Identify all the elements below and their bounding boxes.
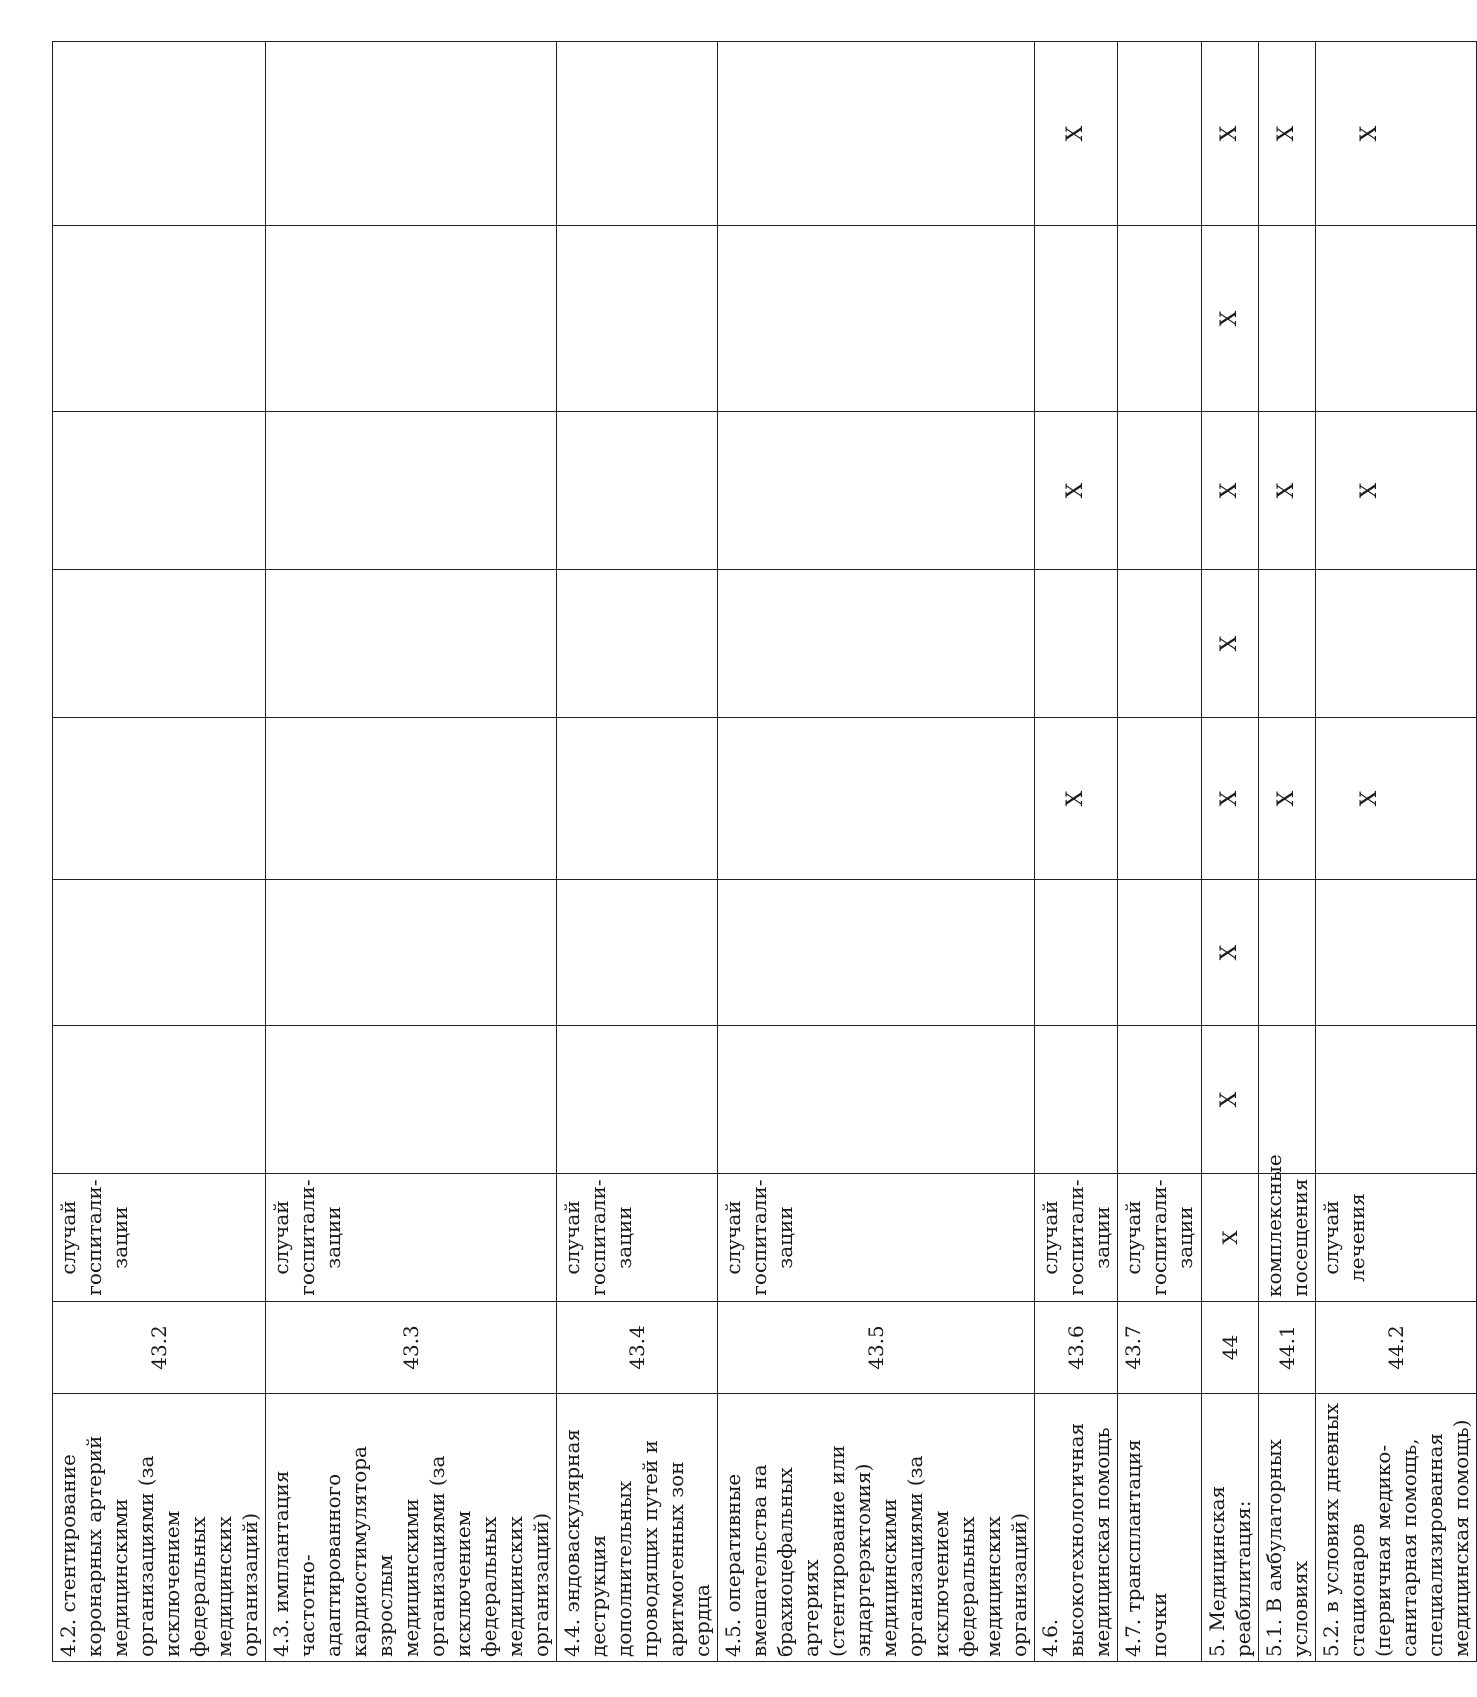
row-value <box>266 718 557 880</box>
table-row <box>718 42 1035 1662</box>
row-value <box>1316 226 1477 412</box>
row-value <box>1035 880 1118 1026</box>
row-value: X <box>1259 718 1316 880</box>
row-value <box>53 1026 266 1174</box>
row-value: X <box>1202 718 1259 880</box>
row-value <box>1316 880 1477 1026</box>
row-value <box>1316 570 1477 718</box>
row-code: 44.2 <box>1316 1302 1477 1394</box>
row-value: X <box>1259 412 1316 570</box>
row-code: 43.6 <box>1035 1302 1118 1394</box>
row-value <box>266 226 557 412</box>
row-value <box>266 570 557 718</box>
row-value <box>1118 570 1202 718</box>
row-value <box>266 42 557 226</box>
row-value <box>1316 1026 1477 1174</box>
row-name: 4.7. трансплантация почки <box>1118 1394 1202 1662</box>
row-value <box>1118 226 1202 412</box>
row-value <box>266 1026 557 1174</box>
row-value: X <box>1202 412 1259 570</box>
row-value <box>1118 42 1202 226</box>
row-code: 43.2 <box>53 1302 266 1394</box>
row-unit: случай госпитали-зации <box>266 1174 557 1302</box>
row-value: X <box>1202 570 1259 718</box>
row-value <box>557 42 718 226</box>
row-value: X <box>1202 226 1259 412</box>
row-value <box>1035 570 1118 718</box>
row-unit: случай госпитали-зации <box>1035 1174 1118 1302</box>
row-value <box>53 718 266 880</box>
row-name: 5. Медицинская реабилитация: <box>1202 1394 1259 1662</box>
row-code: 43.4 <box>557 1302 718 1394</box>
row-unit: случай госпитали-зации <box>1118 1174 1202 1302</box>
row-value <box>1259 880 1316 1026</box>
row-name: 4.3. имплантация частотно-адаптированного кардиостимулятора взрослым медицинскими организациями (за исключением федеральных медицинских организаций) <box>266 1394 557 1662</box>
row-unit: случай госпитали-зации <box>557 1174 718 1302</box>
row-unit: комплексные посещения <box>1259 1174 1316 1302</box>
row-value <box>557 570 718 718</box>
row-value <box>718 1026 1035 1174</box>
row-value <box>557 1026 718 1174</box>
row-name: 5.1. В амбулаторных условиях <box>1259 1394 1316 1662</box>
row-value <box>557 880 718 1026</box>
row-value <box>53 226 266 412</box>
table-row <box>266 42 557 1662</box>
table-row <box>1202 42 1259 1662</box>
row-name: 4.6. высокотехнологичная медицинская помощь <box>1035 1394 1118 1662</box>
table-row <box>53 42 266 1662</box>
row-value <box>1035 226 1118 412</box>
row-value <box>1118 718 1202 880</box>
row-value <box>718 42 1035 226</box>
row-code: 43.5 <box>718 1302 1035 1394</box>
table-row <box>1316 42 1477 1662</box>
row-name: 4.5. оперативные вмешательства на брахиоцефальных артериях (стентирование или эндартерэктомия) медицинскими организациями (за исключением федеральных медицинских организаций) <box>718 1394 1035 1662</box>
row-value: X <box>1316 42 1477 226</box>
row-code: 44 <box>1202 1302 1259 1394</box>
row-value <box>53 412 266 570</box>
row-value <box>557 718 718 880</box>
row-value <box>718 412 1035 570</box>
row-value <box>1118 880 1202 1026</box>
row-value <box>53 570 266 718</box>
row-name: 4.4. эндоваскулярная деструкция дополнительных проводящих путей и аритмогенных зон сердца <box>557 1394 718 1662</box>
row-value <box>718 718 1035 880</box>
table-row <box>1118 42 1202 1662</box>
row-code: 43.7 <box>1118 1302 1202 1394</box>
row-value <box>718 226 1035 412</box>
row-code: 44.1 <box>1259 1302 1316 1394</box>
table-row <box>1259 42 1316 1662</box>
table-row <box>1035 42 1118 1662</box>
row-value: X <box>1202 1026 1259 1174</box>
row-value <box>1259 570 1316 718</box>
row-name: 4.2. стентирование коронарных артерий медицинскими организациями (за исключением федеральных медицинских организаций) <box>53 1394 266 1662</box>
row-unit: случай госпитали-зации <box>718 1174 1035 1302</box>
row-value: X <box>1202 42 1259 226</box>
row-value <box>557 226 718 412</box>
row-value: X <box>1259 42 1316 226</box>
row-value <box>53 42 266 226</box>
row-value <box>1035 1026 1118 1174</box>
row-unit: X <box>1202 1174 1259 1302</box>
row-value <box>718 570 1035 718</box>
row-unit: случай госпитали-зации <box>53 1174 266 1302</box>
row-name: 5.2. в условиях дневных стационаров (первичная медико-санитарная помощь, специализированная медицинская помощь) <box>1316 1394 1477 1662</box>
row-unit: случай лечения <box>1316 1174 1477 1302</box>
row-value: X <box>1035 718 1118 880</box>
row-value <box>1118 1026 1202 1174</box>
row-value <box>1118 412 1202 570</box>
table-row <box>557 42 718 1662</box>
row-code: 43.3 <box>266 1302 557 1394</box>
rotated-page <box>52 42 1473 1662</box>
row-value: X <box>1035 412 1118 570</box>
row-value: X <box>1035 42 1118 226</box>
row-value <box>53 880 266 1026</box>
row-value <box>1259 226 1316 412</box>
row-value: X <box>1316 718 1477 880</box>
row-value: X <box>1202 880 1259 1026</box>
row-value <box>266 412 557 570</box>
volume-table <box>52 41 1477 1662</box>
row-value: X <box>1316 412 1477 570</box>
row-value <box>718 880 1035 1026</box>
row-value <box>266 880 557 1026</box>
row-value <box>1259 1026 1316 1174</box>
row-value <box>557 412 718 570</box>
